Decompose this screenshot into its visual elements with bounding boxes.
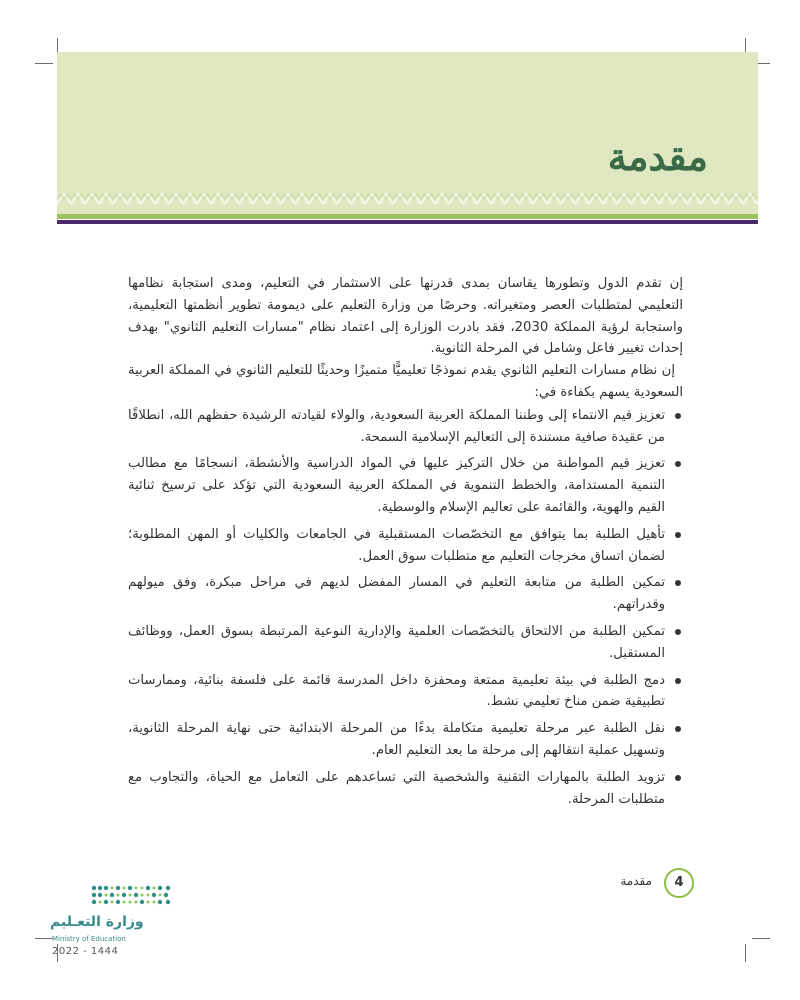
list-item	[128, 767, 683, 811]
edition-year: 2022 - 1444	[52, 946, 119, 957]
bullet-icon	[675, 580, 681, 586]
list-item	[128, 524, 683, 568]
list-item-text: تزويد الطلبة بالمهارات التقنية والشخصية التي تساعدهم على التعامل مع الحياة، والتجاوب مع متطلبات المرحلة.	[128, 769, 665, 807]
page-title: مقدمة	[607, 134, 708, 179]
list-item-text: دمج الطلبة في بيئة تعليمية ممتعة ومحفزة داخل المدرسة قائمة على فلسفة بنائية، وممارسات تطبيقية ضمن مناخ تعليمي نشط.	[128, 672, 665, 710]
decorative-pattern	[57, 192, 758, 206]
list-item	[128, 453, 683, 518]
bullet-icon	[675, 532, 681, 538]
crop-mark	[35, 63, 53, 64]
list-item-text: تعزيز قيم المواطنة من خلال التركيز عليها في المواد الدراسية والأنشطة، انسجامًا مع مطالب التنمية المستدامة، والخطط التنموية في المملكة العربية السعودية التي تؤكد على ترسيخ ثنائية القيم والهوية، والقائمة على تعاليم الإسلام والوسطية.	[128, 456, 665, 515]
list-item	[128, 718, 683, 762]
bullet-icon	[675, 629, 681, 635]
list-item	[128, 621, 683, 665]
list-item-text: تأهيل الطلبة بما يتوافق مع التخصّصات المستقبلية في الجامعات والكليات أو المهن المطلوبة؛ لضمان اتساق مخرجات التعليم مع متطلبات سوق العمل.	[128, 526, 665, 564]
crop-mark	[745, 944, 746, 962]
intro-paragraph: إن تقدم الدول وتطورها يقاسان بمدى قدرتها على الاستثمار في التعليم، ومدى استجابة نظامها التعليمي لمتطلبات العصر ومتغيراته. وحرصًا من وزارة التعليم على ديمومة تطوير أنظمتها التعليمية، واستجابة لرؤية المملكة 2030، فقد بادرت الوزارة إلى اعتماد نظام "مسارات التعليم الثانوي" بهدف إحداث تغيير فاعل وشامل في المرحلة الثانوية.	[128, 276, 683, 357]
header-stripe-purple	[57, 220, 758, 224]
bullet-icon	[675, 775, 681, 781]
footer-section-label: مقدمة	[620, 874, 652, 888]
list-item	[128, 572, 683, 616]
list-item-text: نقل الطلبة عبر مرحلة تعليمية متكاملة بدءًا من المرحلة الابتدائية حتى نهاية المرحلة الثانوية، وتسهيل عملية انتقالهم إلى مرحلة ما بعد التعليم العام.	[128, 721, 665, 758]
list-item-text: تمكين الطلبة من الالتحاق بالتخصّصات العلمية والإدارية النوعية المرتبطة بسوق العمل، ووظائف المستقبل.	[128, 623, 665, 661]
intro-content	[128, 273, 683, 815]
bullet-icon	[675, 461, 681, 467]
bullet-icon	[675, 678, 681, 684]
list-item-text: تمكين الطلبة من متابعة التعليم في المسار المفضل لديهم في مراحل مبكرة، وفق ميولهم وقدراتهم.	[128, 575, 665, 613]
intro-paragraph: إن نظام مسارات التعليم الثانوي يقدم نموذجًا تعليميًّا متميزًا وحديثًا للتعليم الثانوي في المملكة العربية السعودية يسهم بكفاءة في:	[128, 363, 683, 400]
crop-mark	[752, 938, 770, 939]
header-stripe-green	[57, 214, 758, 219]
list-item	[128, 670, 683, 714]
bullet-icon	[675, 413, 681, 419]
list-item	[128, 405, 683, 449]
header-banner	[57, 52, 758, 218]
ministry-name-arabic: وزارة التعـليم	[50, 914, 144, 930]
crop-mark	[35, 938, 53, 939]
ministry-name-english: Ministry of Education	[52, 935, 126, 943]
list-item-text: تعزيز قيم الانتماء إلى وطننا المملكة العربية السعودية، والولاء لقيادته الرشيدة حفظهم الله، انطلاقًا من عقيدة صافية مستندة إلى التعاليم الإسلامية السمحة.	[128, 407, 665, 445]
ministry-logo-icon	[88, 882, 178, 912]
page-number: 4	[664, 868, 694, 898]
bullet-icon	[675, 726, 681, 732]
goals-list	[128, 405, 683, 811]
